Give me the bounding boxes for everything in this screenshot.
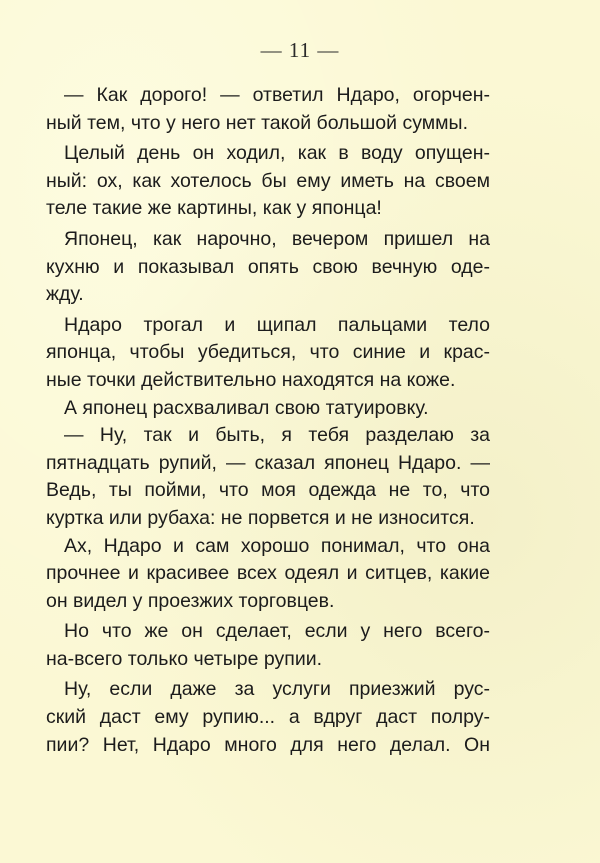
text-line: — Как дорого! — ответил Ндаро, огорчен- — [64, 84, 490, 106]
text-line: Но что же он сделает, если у него всего- — [64, 620, 490, 643]
text-line: он видел у проезжих торговцев. — [46, 589, 335, 612]
text-line: кухню и показывал опять свою вечную оде- — [46, 255, 490, 278]
text-line: на-всего только четыре рупии. — [46, 647, 323, 670]
text-line: куртка или рубаха: не порвется и не износится. — [46, 506, 475, 529]
text-line: ный: ох, как хотелось бы ему иметь на своем — [46, 169, 490, 192]
text-line: пятнадцать рупий, — сказал японец Ндаро. — — [46, 451, 490, 474]
text-line: — Ну, так и быть, я тебя разделаю за — [64, 424, 490, 447]
text-line: Целый день он ходил, как в воду опущен- — [64, 142, 490, 165]
text-line: жду. — [46, 283, 84, 306]
page-text — [46, 82, 490, 759]
text-line: японца, чтобы убедиться, что синие и крас- — [46, 341, 490, 364]
text-line: А японец расхваливал свою татуировку. — [64, 396, 429, 419]
text-line: Японец, как нарочно, вечером пришел на — [64, 227, 490, 250]
text-line: Ну, если даже за услуги приезжий рус- — [64, 678, 490, 701]
text-line: Ведь, ты пойми, что моя одежда не то, что — [46, 479, 490, 502]
text-line: Ах, Ндаро и сам хорошо понимал, что она — [64, 534, 490, 557]
text-line: теле такие же картины, как у японца! — [46, 197, 382, 220]
text-line: ный тем, что у него нет такой большой суммы. — [46, 111, 468, 134]
page-number: — 11 — — [260, 38, 340, 62]
text-line: ные точки действительно находятся на коже. — [46, 368, 456, 391]
text-line: прочнее и красивее всех одеял и ситцев, какие — [46, 562, 490, 585]
text-line: Ндаро трогал и щипал пальцами тело — [64, 313, 490, 336]
text-line: ский даст ему рупию... а вдруг даст полру- — [46, 706, 490, 729]
text-line: пии? Нет, Ндаро много для него делал. Он — [46, 733, 490, 756]
